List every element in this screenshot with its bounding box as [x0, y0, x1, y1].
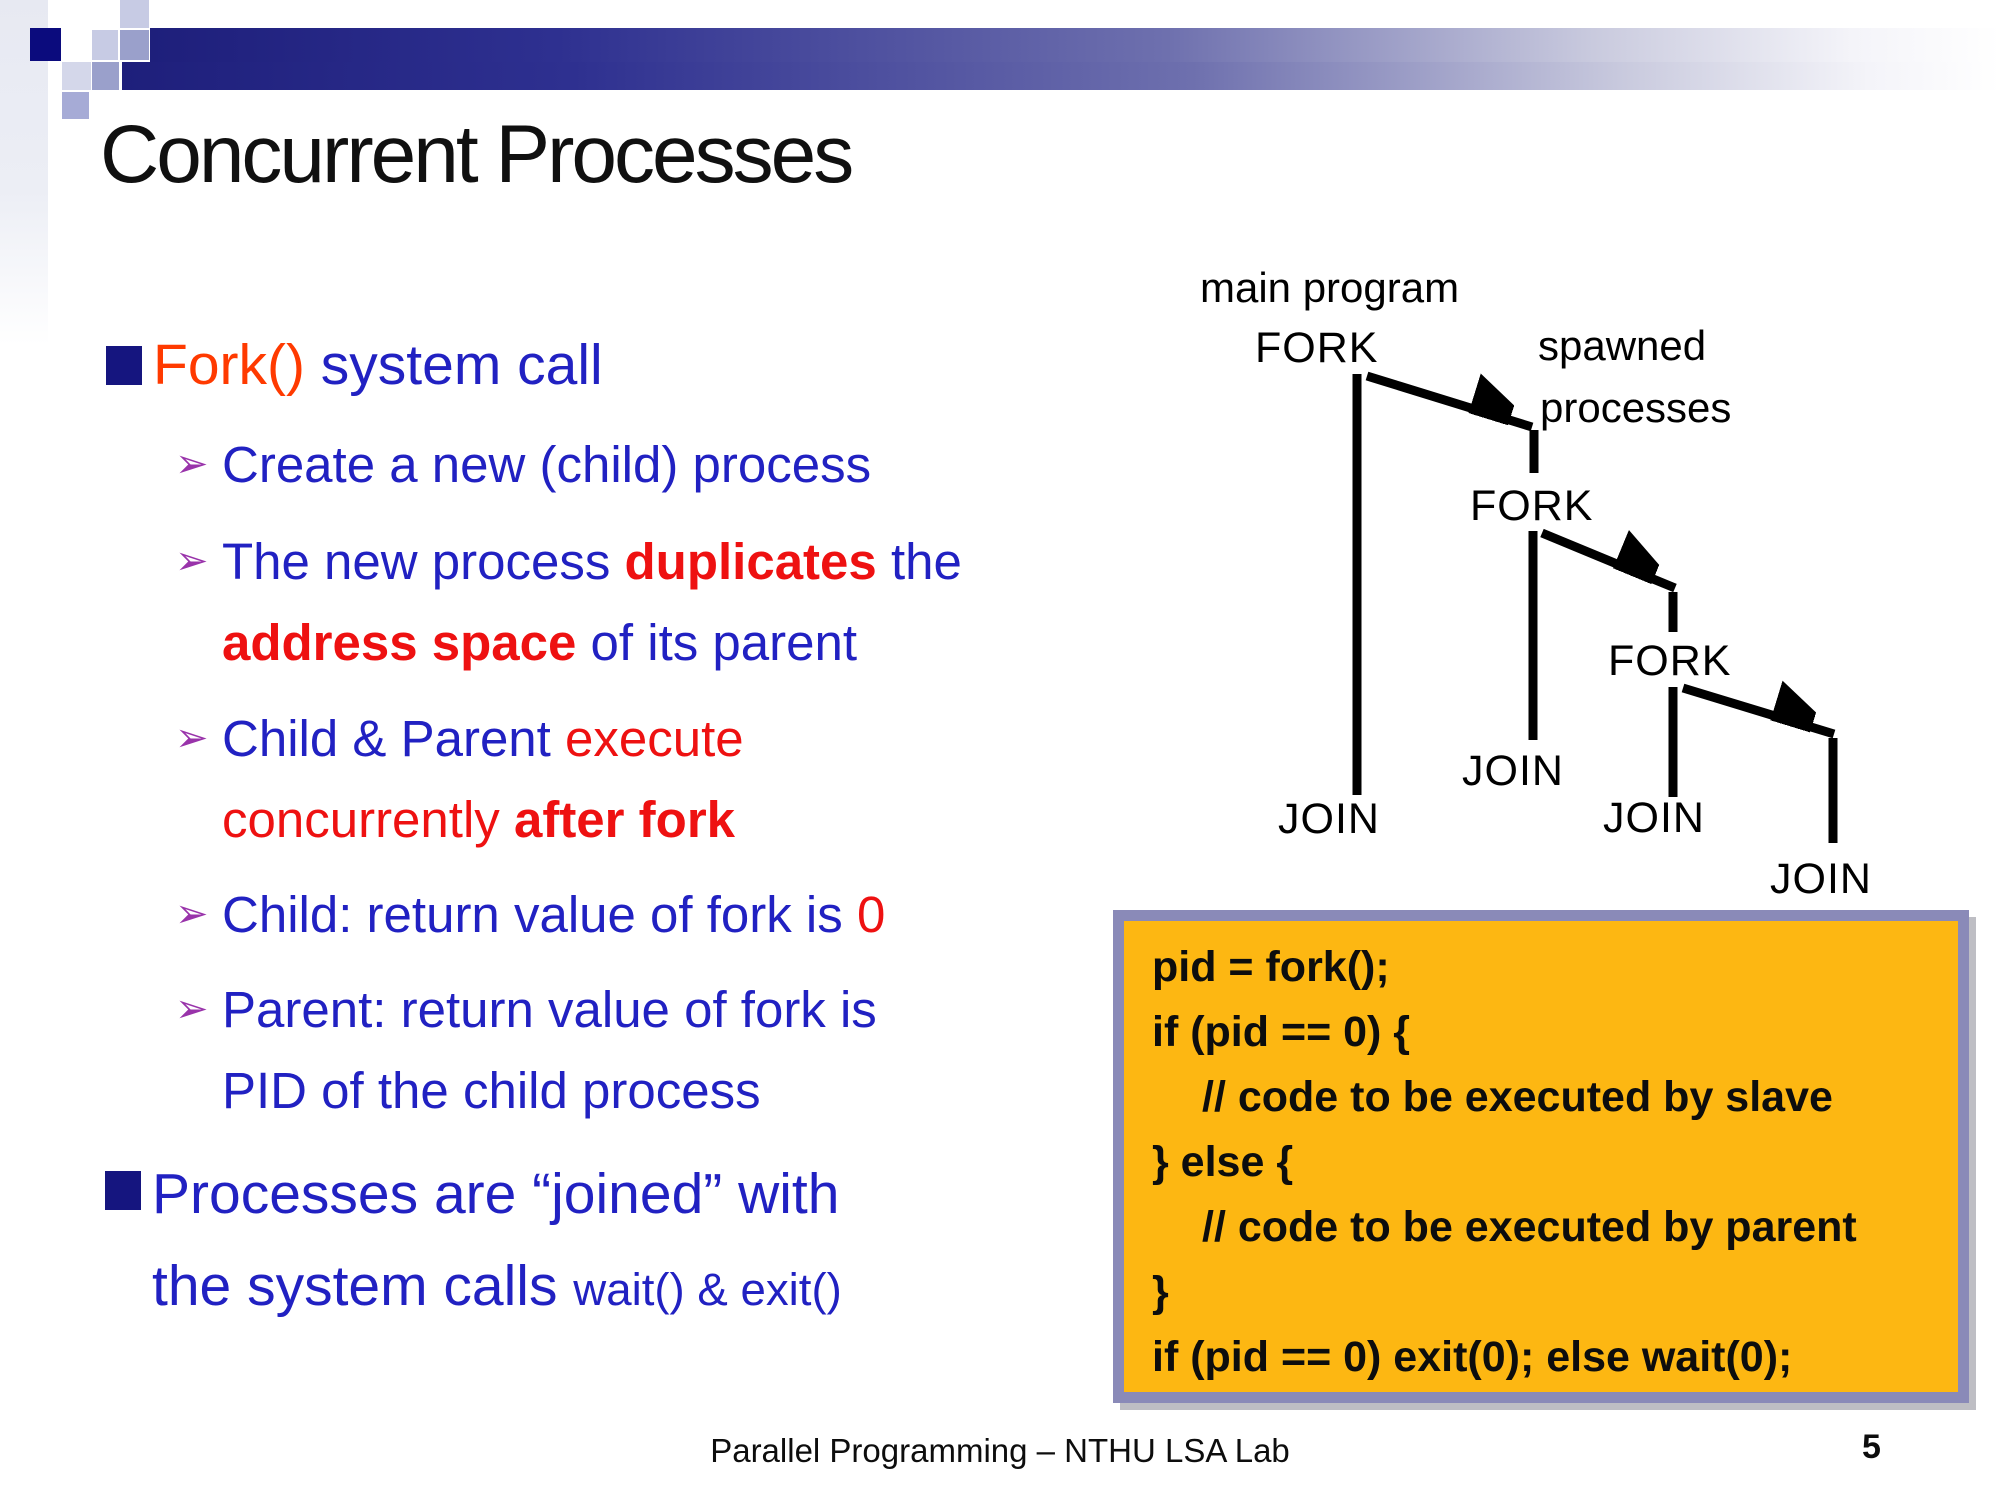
text-run: PID of the child process — [222, 1062, 761, 1119]
text-line — [222, 521, 962, 602]
diagram-label-join: JOIN — [1770, 855, 1872, 903]
code-line: } — [1152, 1268, 1169, 1316]
text-run: execute — [565, 710, 744, 767]
bullet-text — [152, 1148, 842, 1336]
text-run: Fork() — [153, 333, 305, 397]
fork-join-diagram — [1150, 260, 1950, 910]
text-run: duplicates — [624, 533, 877, 590]
subbullet-text — [222, 521, 962, 683]
page-number: 5 — [1862, 1428, 1881, 1466]
code-sample-box — [1113, 910, 1969, 1403]
deco-square-d — [92, 62, 119, 90]
text-run: system call — [304, 333, 603, 397]
deco-square-a — [92, 30, 118, 60]
subbullet-create-child — [175, 424, 871, 505]
bullet-processes-joined — [105, 1148, 842, 1336]
text-run: Child & Parent — [222, 710, 566, 767]
text-run: Parent: return value of fork is — [222, 981, 877, 1038]
diagram-label-join: JOIN — [1603, 794, 1705, 842]
text-line — [152, 1148, 842, 1240]
arrow-bullet-icon: ➢ — [175, 442, 209, 486]
deco-square-c — [62, 62, 91, 90]
subbullet-text — [222, 969, 877, 1131]
text-run: Child: return value of fork is — [222, 886, 857, 943]
square-bullet-icon — [105, 1171, 141, 1210]
diagram-label-spawned: spawned — [1538, 322, 1707, 369]
text-line — [222, 779, 744, 860]
text-line — [222, 874, 885, 955]
text-run: 0 — [856, 886, 886, 943]
text-run: after fork — [513, 791, 736, 848]
deco-square-b — [120, 30, 149, 60]
subbullet-text — [222, 424, 871, 505]
arrow-bullet-icon: ➢ — [175, 987, 209, 1031]
text-run: Processes are “joined” with — [152, 1162, 840, 1226]
fork-arrow — [1367, 376, 1532, 427]
deco-square-navy — [30, 28, 61, 61]
top-gradient-bar-lower — [122, 62, 2000, 90]
code-line: if (pid == 0) { — [1152, 1008, 1411, 1056]
text-line — [222, 602, 962, 683]
diagram-label-main-program: main program — [1200, 264, 1460, 311]
text-line — [222, 424, 871, 505]
text-run: of its parent — [576, 614, 858, 671]
deco-square-top — [120, 0, 149, 28]
subbullet-parent-return-value — [175, 969, 877, 1131]
text-run: address space — [222, 614, 577, 671]
diagram-label-join: JOIN — [1278, 795, 1380, 843]
bullet-text — [153, 330, 603, 400]
footer-text: Parallel Programming – NTHU LSA Lab — [710, 1432, 1290, 1469]
text-run: Create a new (child) process — [222, 436, 872, 493]
fork-arrow — [1683, 688, 1834, 734]
diagram-label-fork: FORK — [1608, 637, 1732, 685]
diagram-label-processes: processes — [1540, 384, 1732, 431]
code-line: if (pid == 0) exit(0); else wait(0); — [1152, 1333, 1793, 1381]
square-bullet-icon — [106, 346, 142, 385]
diagram-label-join: JOIN — [1462, 747, 1564, 795]
subbullet-child-return-value — [175, 874, 885, 955]
deco-square-e — [62, 92, 89, 119]
subbullet-text — [222, 698, 744, 860]
code-line: pid = fork(); — [1152, 943, 1390, 991]
text-run: concurrently — [222, 791, 514, 848]
code-line: } else { — [1152, 1138, 1294, 1186]
text-run: wait() & exit() — [573, 1264, 842, 1315]
diagram-label-fork: FORK — [1470, 482, 1594, 530]
text-run: the system calls — [152, 1254, 574, 1318]
text-run: the — [876, 533, 962, 590]
code-line: // code to be executed by parent — [1202, 1203, 1857, 1251]
text-line — [152, 1240, 842, 1336]
text-run: The new process — [222, 533, 625, 590]
page-title: Concurrent Processes — [100, 109, 852, 200]
diagram-label-fork: FORK — [1255, 324, 1379, 372]
top-gradient-bar — [150, 28, 2000, 62]
subbullet-concurrent-execution — [175, 698, 744, 860]
arrow-bullet-icon: ➢ — [175, 539, 209, 583]
subbullet-text — [222, 874, 885, 955]
fork-arrow — [1542, 533, 1675, 588]
bullet-fork-system-call — [106, 330, 603, 400]
arrow-bullet-icon: ➢ — [175, 892, 209, 936]
text-line — [153, 330, 603, 400]
text-line — [222, 698, 744, 779]
text-line — [222, 969, 877, 1050]
text-line — [222, 1050, 877, 1131]
code-line: // code to be executed by slave — [1202, 1073, 1833, 1121]
arrow-bullet-icon: ➢ — [175, 716, 209, 760]
subbullet-duplicates-address-space — [175, 521, 962, 683]
